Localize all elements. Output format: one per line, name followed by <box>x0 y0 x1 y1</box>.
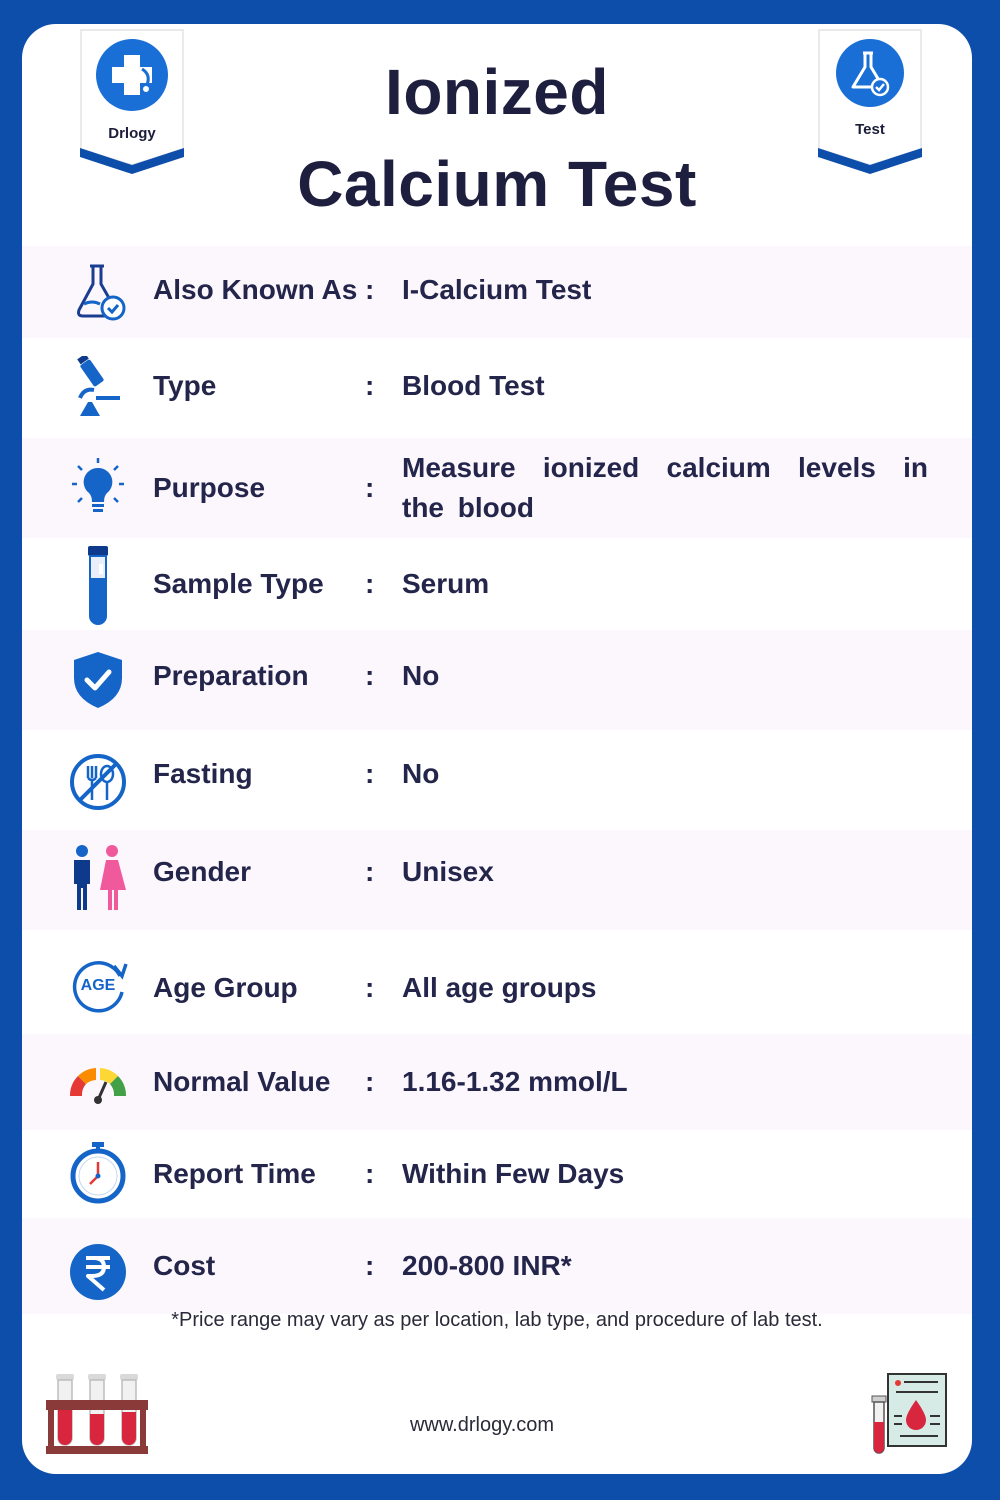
page-title <box>202 46 792 230</box>
flask-check-icon <box>66 260 130 324</box>
row-value: 1.16-1.32 mmol/L <box>402 1066 628 1097</box>
badge-ribbon-left <box>80 29 184 179</box>
website-link[interactable]: www.drlogy.com <box>409 1414 555 1436</box>
row-colon: : <box>365 758 375 789</box>
row-key: Type <box>153 370 217 401</box>
row-key: Normal Value <box>153 1066 331 1097</box>
row-key: Purpose <box>153 472 266 503</box>
gender-icon <box>66 844 130 914</box>
row-value: Measure ionized calcium levels in the blood <box>402 452 928 523</box>
info-card <box>22 24 972 1474</box>
test-tube-icon <box>66 544 130 628</box>
microscope-icon <box>66 356 130 420</box>
drlogy-badge <box>80 29 184 179</box>
row-age-group <box>22 930 972 1034</box>
badge-label-drlogy: Drlogy <box>108 125 156 142</box>
lightbulb-icon <box>66 456 130 520</box>
age-icon <box>66 952 130 1016</box>
row-key: Age Group <box>153 972 298 1003</box>
row-normal-value <box>22 1034 972 1130</box>
row-colon: : <box>365 1158 375 1189</box>
row-sample-type <box>22 538 972 630</box>
row-key: Also Known As <box>153 274 358 305</box>
row-type <box>22 338 972 438</box>
blood-report-icon <box>870 1370 950 1458</box>
no-food-icon <box>66 750 130 814</box>
row-gender <box>22 830 972 930</box>
row-colon: : <box>365 274 375 305</box>
row-colon: : <box>365 660 375 691</box>
row-value: No <box>402 758 440 789</box>
row-key: Fasting <box>153 758 253 789</box>
row-value: Serum <box>402 568 490 599</box>
row-colon: : <box>365 1066 375 1097</box>
row-colon: : <box>365 856 375 887</box>
row-colon: : <box>365 568 375 599</box>
row-value: 200-800 INR* <box>402 1250 572 1281</box>
row-cost <box>22 1218 972 1314</box>
row-colon: : <box>365 972 375 1003</box>
row-value: Unisex <box>402 856 494 887</box>
row-purpose <box>22 438 972 538</box>
row-colon: : <box>365 472 375 503</box>
row-value: Blood Test <box>402 370 545 401</box>
title-line-2: Calcium Test <box>297 148 697 220</box>
row-value: All age groups <box>402 972 597 1003</box>
badge-label-test: Test <box>855 121 885 138</box>
stopwatch-icon <box>66 1140 130 1204</box>
row-key: Cost <box>153 1250 216 1281</box>
row-key: Preparation <box>153 660 309 691</box>
row-colon: : <box>365 1250 375 1281</box>
row-value: I-Calcium Test <box>402 274 592 305</box>
gauge-icon <box>66 1056 130 1120</box>
title-line-1: Ionized <box>385 56 609 128</box>
row-value: Within Few Days <box>402 1158 625 1189</box>
shield-check-icon <box>66 648 130 712</box>
row-key: Sample Type <box>153 568 324 599</box>
row-key: Report Time <box>153 1158 316 1189</box>
row-fasting <box>22 730 972 830</box>
badge-ribbon-right <box>818 29 922 179</box>
rupee-icon <box>66 1240 130 1304</box>
row-key: Gender <box>153 856 252 887</box>
row-preparation <box>22 630 972 730</box>
row-value: No <box>402 660 440 691</box>
test-tube-rack-icon <box>44 1370 150 1456</box>
row-colon: : <box>365 370 375 401</box>
test-badge <box>818 29 922 179</box>
price-disclaimer: *Price range may vary as per location, lab type, and procedure of lab test. <box>171 1309 823 1331</box>
svg-text:AGE: AGE <box>80 977 116 994</box>
row-also-known-as <box>22 246 972 338</box>
row-report-time <box>22 1130 972 1218</box>
